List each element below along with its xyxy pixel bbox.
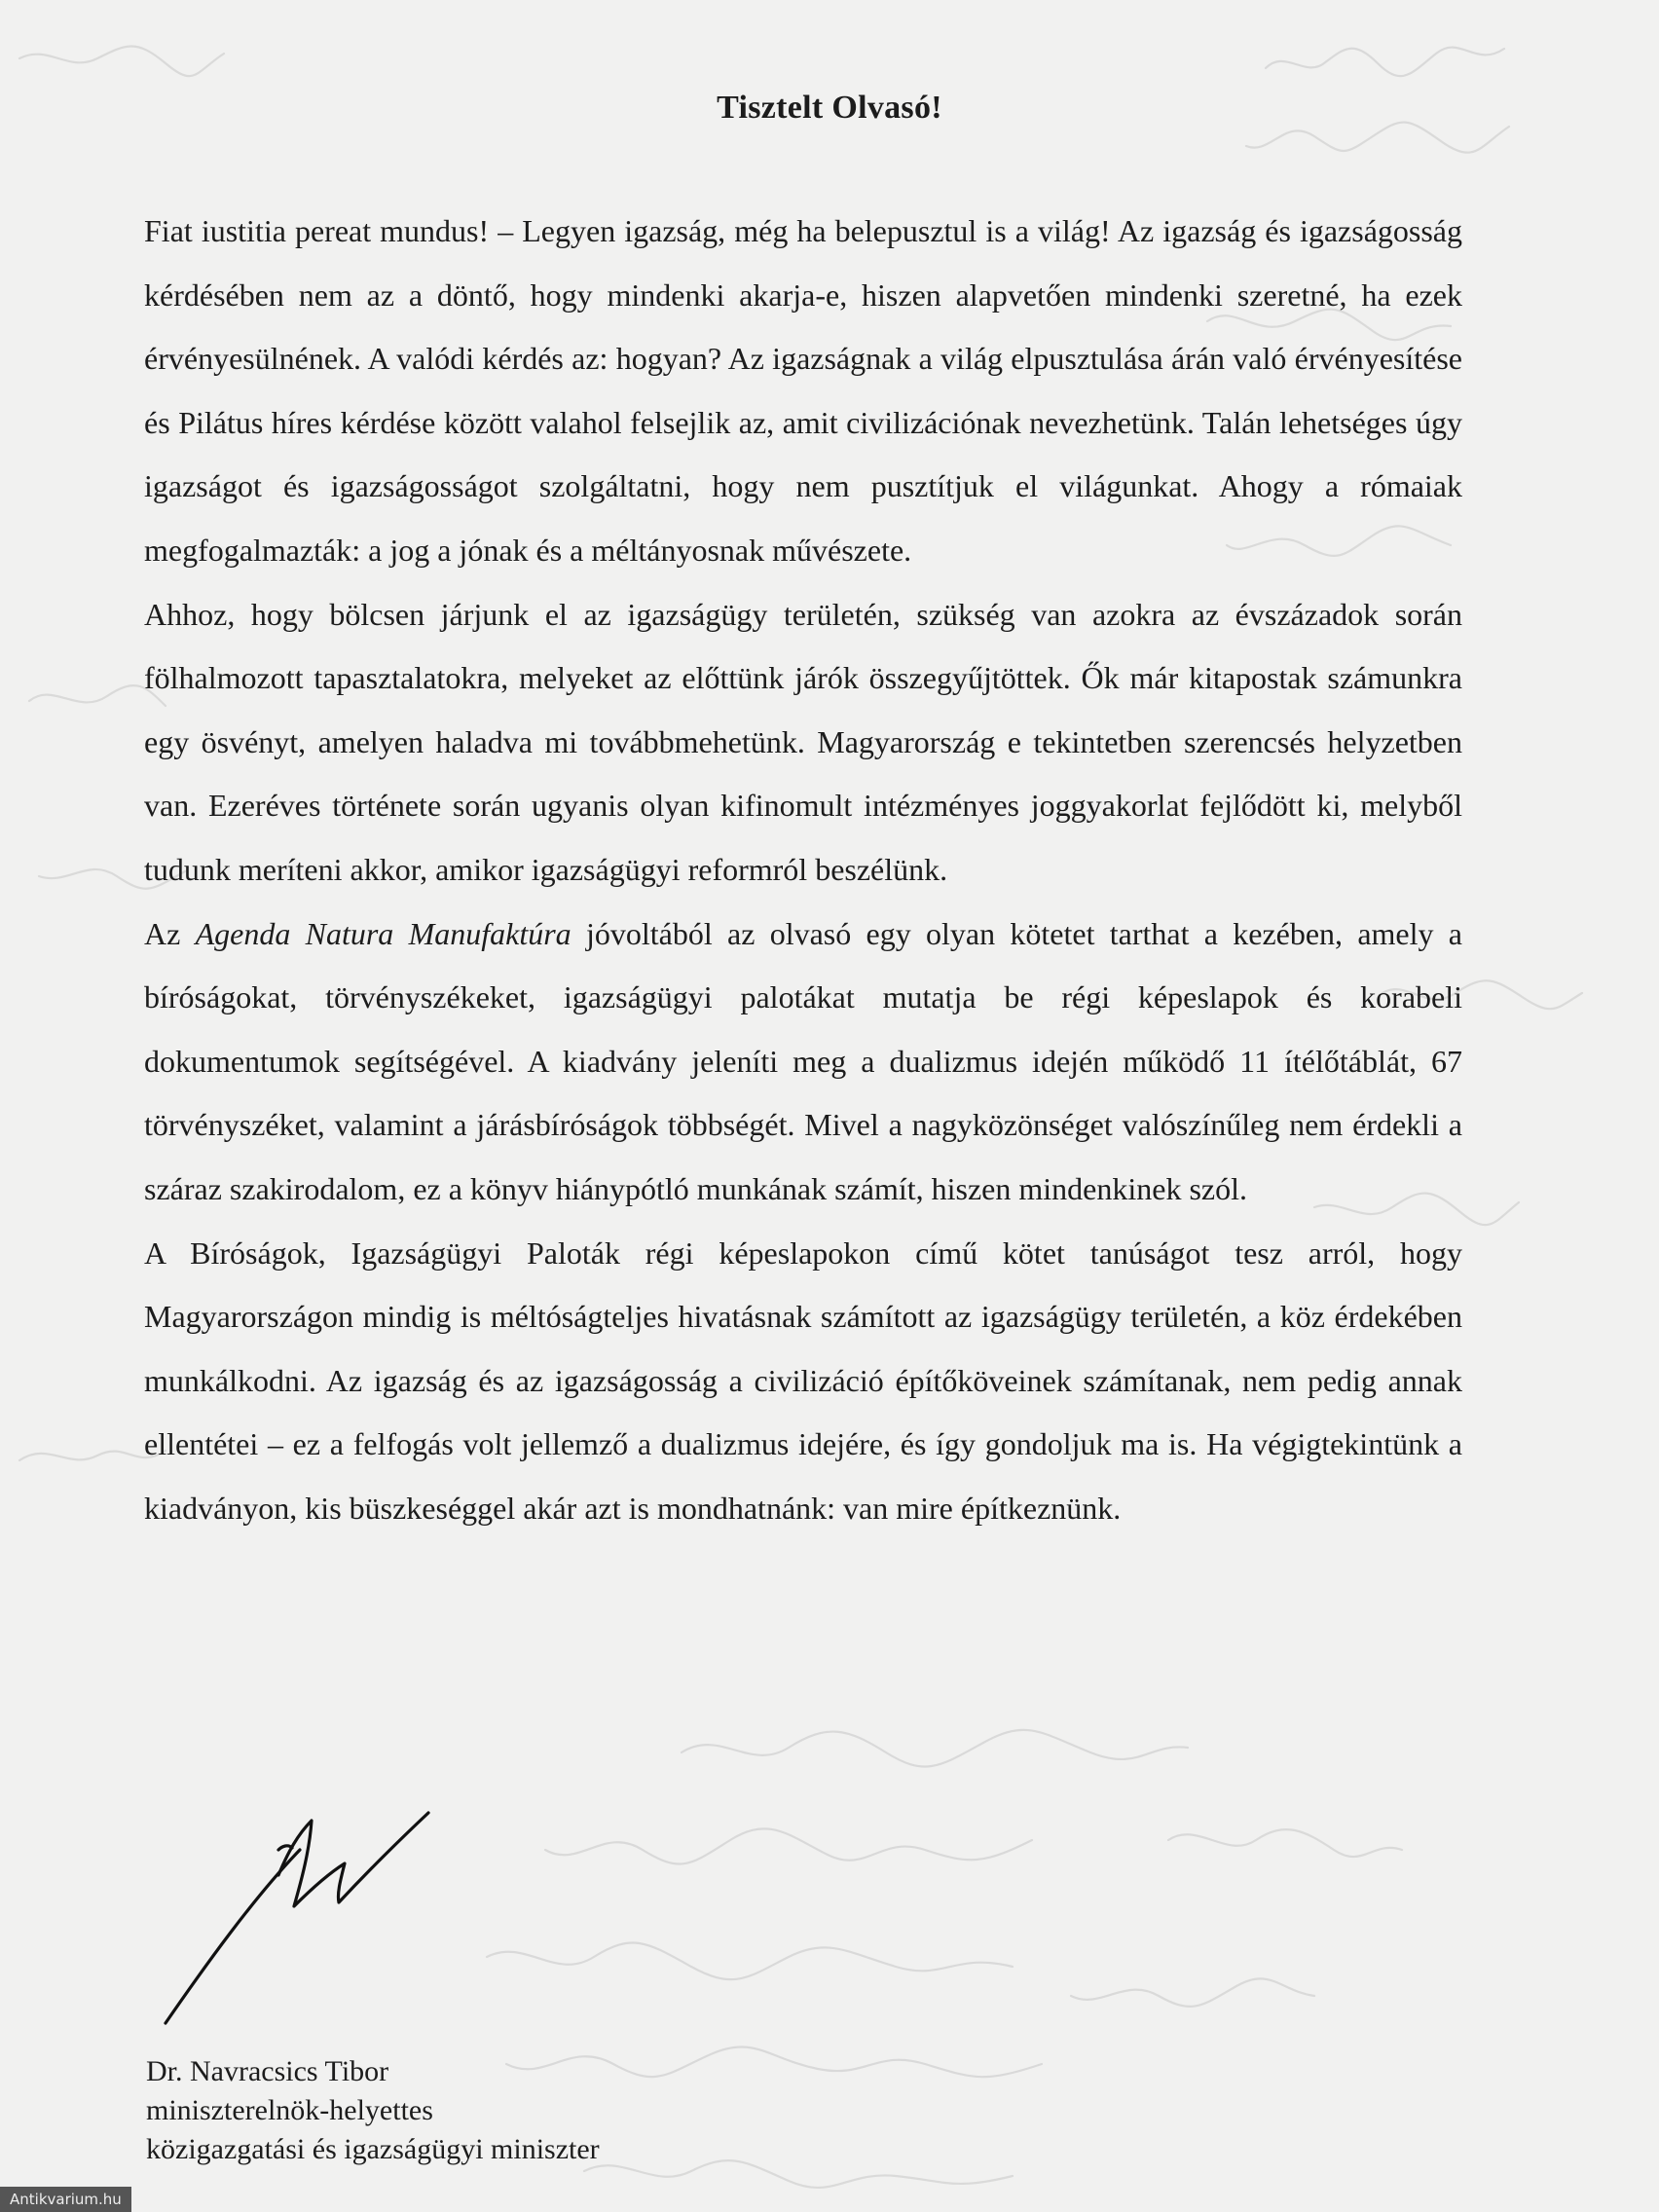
- letter-body: [144, 200, 1462, 1540]
- page-title: Tisztelt Olvasó!: [717, 90, 942, 126]
- paragraph-3-rest: jóvoltából az olvasó egy olyan kötetet tarthat a kezében, amely a bíróságokat, törvényszékeket, igazságügyi palotákat mutatja be régi képeslapok és korabeli dokumentumok segítségével. A kiadvány jeleníti meg a dualizmus idején működő 11 ítélőtáblát, 67 törvényszéket, valamint a járásbíróságok többségét. Mivel a nagyközönséget valószínűleg nem érdekli a száraz szakirodalom, ez a könyv hiánypótló munkának számít, hiszen mindenkinek szól.: [144, 915, 1463, 1206]
- paragraph-4: A Bíróságok, Igazságügyi Paloták régi képeslapokon című kötet tanúságot tesz arról, hogy Magyarországon mindig is méltóságteljes hivatásnak számított az igazságügy területén, a köz érdekében munkálkodni. Az igazság és az igazságosság a civilizáció építőköveinek számítanak, nem pedig annak ellentétei – ez a felfogás volt jellemző a dualizmus idejére, és így gondoljuk ma is. Ha végigtekintünk a kiadványon, kis büszkeséggel akár azt is mondhatnánk: van mire építkeznünk.: [144, 1235, 1462, 1526]
- paragraph-2: Ahhoz, hogy bölcsen járjunk el az igazságügy területén, szükség van azokra az évszázadok során fölhalmozott tapasztalatokra, melyeket az előttünk járók összegyűjtöttek. Ők már kitapostak számunkra egy ösvényt, amelyen haladva mi továbbmehetünk. Magyarország e tekintetben szerencsés helyzetben van. Ezeréves története során ugyanis olyan kifinomult intézményes joggyakorlat fejlődött ki, melyből tudunk meríteni akkor, amikor igazságügyi reformról beszélünk.: [144, 596, 1462, 887]
- paragraph-1: Fiat iustitia pereat mundus! – Legyen igazság, még ha belepusztul is a világ! Az igazság és igazságosság kérdésében nem az a döntő, hogy mindenki akarja-e, hiszen alapvetően mindenki szeretné, ha ezek érvényesülnének. A valódi kérdés az: hogyan? Az igazságnak a világ elpusztulása árán való érvényesítése és Pilátus híres kérdése között valahol felsejlik az, amit civilizációnak nevezhetünk. Talán lehetséges úgy igazságot és igazságosságot szolgáltatni, hogy nem pusztítjuk el világunkat. Ahogy a rómaiak megfogalmazták: a jog a jónak és a méltányosnak művészete.: [144, 213, 1462, 568]
- signature-block: [146, 2052, 600, 2169]
- handwritten-signature: [146, 1791, 477, 2045]
- watermark-label: Antikvarium.hu: [0, 2187, 131, 2212]
- signer-name: Dr. Navracsics Tibor: [146, 2055, 389, 2087]
- publisher-name: Agenda Natura Manufaktúra: [195, 915, 571, 951]
- signer-title-2: közigazgatási és igazságügyi miniszter: [146, 2133, 600, 2165]
- signer-title-1: miniszterelnök-helyettes: [146, 2094, 433, 2126]
- paragraph-3: [144, 903, 1462, 1222]
- paragraph-3-start: Az: [144, 915, 196, 951]
